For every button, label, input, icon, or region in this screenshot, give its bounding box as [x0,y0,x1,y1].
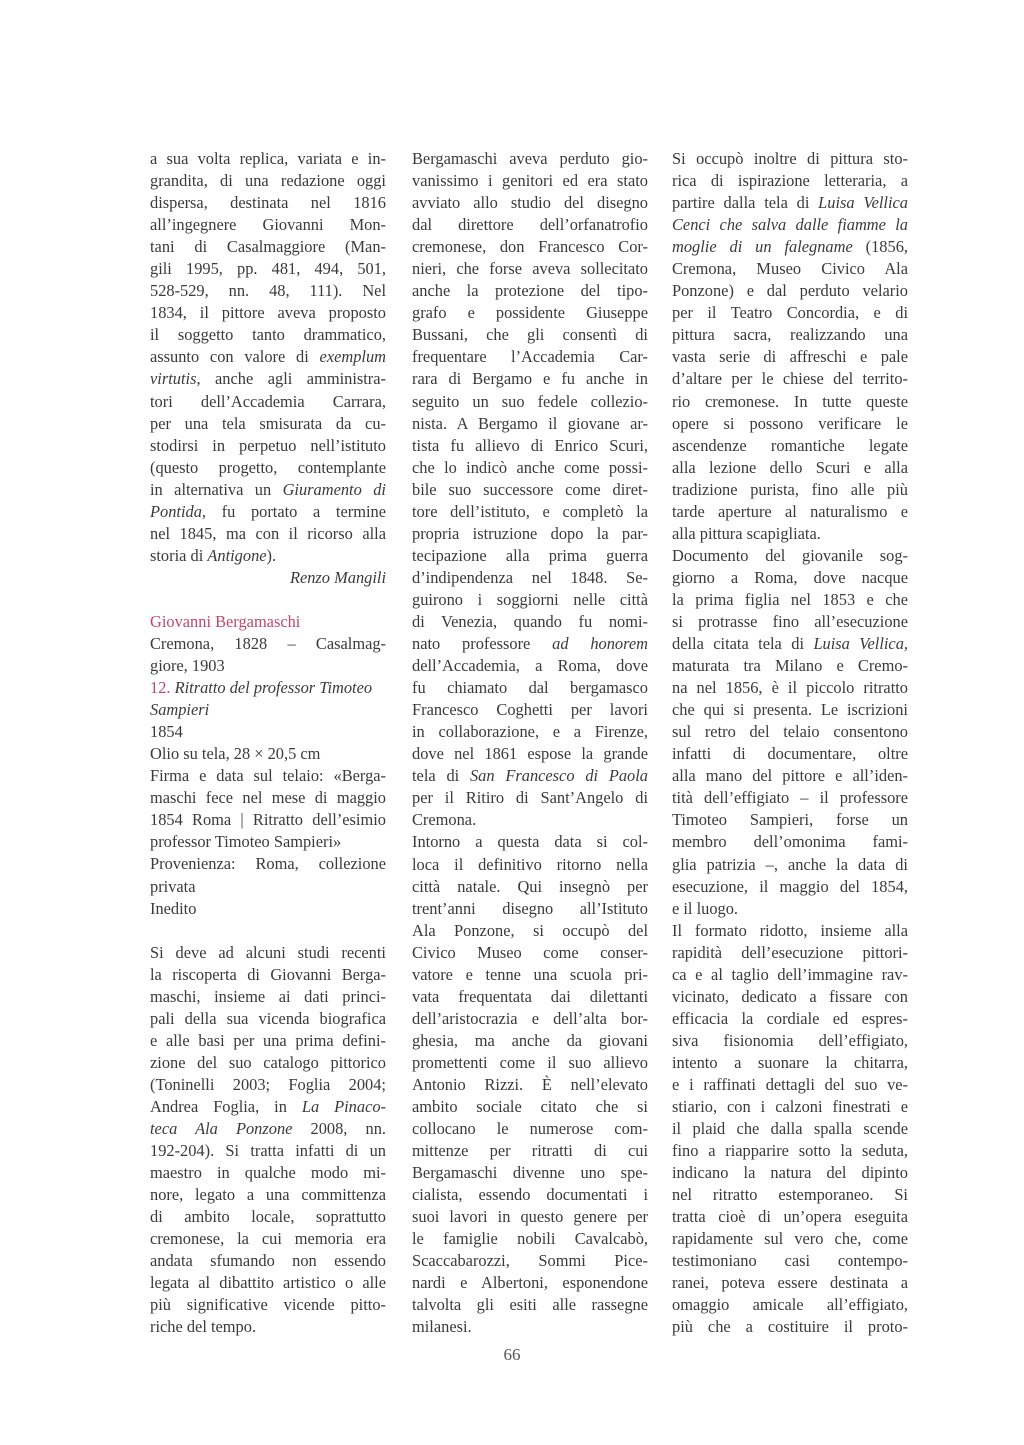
page-number: 66 [503,1345,521,1364]
artwork-title-line [150,677,386,699]
portrait-paragraph: Documento del giovanile sog- giorno a Roma, dove nacque la prima figlia nel 1853 e che si protrasse fino all’esecuzione della citata tela di Luisa Vellica, maturata tra Milano e Cremo- na nel 1856, è il piccolo ritratto che qui si presenta. Le iscrizioni sul retro del telaio consentono infatti di documentare, oltre alla mano del pittore e all’iden- tità dell’effigiato – il professore Timoteo Sampieri, forse un membro dell’omonima fami- glia patrizia –, anche la data di esecuzione, il maggio del 1854, e il luogo. [672,545,908,918]
publication-title: La Pinaco- [301,1096,386,1116]
essay-paragraph: Si deve ad alcuni studi recenti la riscoperta di Giovanni Berga- maschi, insieme ai dati princi- pali della sua vicenda biografica e alle basi per una prima defini- zione del suo catalogo pittorico (Toninelli 2003; Foglia 2004; Andrea Foglia, in La Pinaco- teca Ala Ponzone 2008, nn. 192-204). Si tratta infatti di un maestro in qualche modo mi- nore, legato a una committenza di ambito locale, soprattutto cremonese, la cui memoria era andata sfumando non essendo legata al dibattito artistico o alle più significative vicende pitto- riche del tempo. [150,942,386,1337]
artwork-year: 1854 [150,722,183,742]
artwork-title: Luisa Vellica, [813,634,908,654]
intro-paragraph: a sua volta replica, variata e in- grandita, di una redazione oggi dispersa, destinata nel 1816 all’ingegnere Giovanni Mon- tani di Casalmaggiore (Man- gili 1995, pp. 481, 494, 501, 528-529, nn. 48, 111). Nel 1834, il pittore aveva proposto il soggetto tanto drammatico, assunto con valore di exemplum virtutis, anche agli amministra- tori dell’Accademia Carrara, per una tela smisurata da cu- stodirsi in perpetuo nell’istituto (questo progetto, contemplante in alternativa un Giuramento di Pontida, fu portato a termine nel 1845, ma con il ricorso alla storia di Antigone). Renzo Mangili [150,148,386,589]
text-column-3 [672,148,908,1339]
publication-title: teca Ala Ponzone [150,1118,293,1138]
latin-term: virtutis [150,369,197,389]
inscription: 1854 Roma | Ritratto dell’esimio [150,810,386,830]
artist-dates: Cremona, 1828 – Casalmag- [150,633,386,653]
latin-term: exemplum [319,347,386,367]
works-paragraph: Si occupò inoltre di pittura sto- rica di ispirazione letteraria, a partire dalla tela di Luisa Vellica Cenci che salva dalle fiamme la moglie di un falegname (1856, Cremona, Museo Civico Ala Ponzone) e dal perduto velario per il Teatro Concordia, e di pittura sacra, realizzando una vasta serie di affreschi e pale d’altare per le chiese del territo- rio cremonese. In tutte queste opere si possono verificare le ascendenze romantiche legate alla lezione dello Scuri e alla tradizione purista, fino alle più tarde aperture al naturalismo e alla pittura scapigliata. [672,149,908,543]
catalog-number: 12. [150,678,171,698]
artwork-title: Pontida [150,501,202,521]
provenance-cont: privata [150,876,196,896]
provenance: Provenienza: Roma, collezione [150,854,386,874]
catalog-entry-header [150,611,386,920]
artwork-title: Cenci che salva dalle fiamme la [672,215,908,235]
artwork-title: moglie di un falegname [672,237,853,257]
text-column-1 [150,148,386,1338]
biography-paragraph: Bergamaschi aveva perduto gio- vanissimo i genitori ed era stato avviato allo studio del disegno dal direttore dell’orfanatrofio cremonese, don Francesco Cor- nieri, che forse aveva sollecitato anche la protezione del tipo- grafo e possidente Giuseppe Bussani, che gli consentì di frequentare l’Accademia Car- rara di Bergamo e fu anche in seguito un suo fedele collezio- nista. A Bergamo il giovane ar- tista fu allievo di Enrico Scuri, che lo indicò anche come possi- bile suo successore come diret- tore dell’istituto, e completò la propria istruzione dopo la par- tecipazione alla prima guerra d’indipendenza nel 1848. Se- guirono i soggiorni nelle città di Venezia, quando fu nomi- nato professore ad honorem dell’Accademia, a Roma, dove fu chiamato dal bergamasco Francesco Coghetti per lavori in collaborazione, e a Firenze, dove nel 1861 espose la grande tela di San Francesco di Paola per il Ritiro di Sant’Angelo di Cremona. [412,149,648,830]
artist-dates-cont: giore, 1903 [150,656,225,676]
inscription: maschi fece nel mese di maggio [150,788,386,808]
text-column-2 [412,148,648,1339]
latin-term: ad honorem [552,634,648,654]
artwork-title: Giuramento di [282,479,386,499]
inscription: Firma e data sul telaio: «Berga- [150,766,386,786]
bibliography: Inedito [150,898,197,918]
inscription: professor Timoteo Sampieri» [150,832,342,852]
artwork-title: San Francesco di Paola [469,766,648,786]
artist-name: Giovanni Bergamaschi [150,611,301,631]
artwork-title: Ritratto del professor Timoteo [174,678,373,698]
format-paragraph: Il formato ridotto, insieme alla rapidità dell’esecuzione pittori- ca e al taglio dell’immagine rav- vicinato, dedicato a fissare con efficacia la cordiale ed espres- siva fisionomia dell’effigiato, intento a suonare la chitarra, e i raffinati dettagli del suo ve- stiario, con i calzoni finestrati e il plaid che dalla spalla scende fino a riapparire sotto la seduta, indicano la natura del dipinto nel ritratto estemporaneo. Si tratta cioè di un’opera eseguita rapidamente sul vero che, come testimoniano casi contempo- ranei, poteva essere destinata a omaggio amicale all’effigiato, più che a costituire il proto- [672,920,908,1337]
return-paragraph: Intorno a questa data si col- loca il definitivo ritorno nella città natale. Qui insegnò per trent’anni disegno all’Istituto Ala Ponzone, si occupò del Civico Museo come conser- vatore e tenne una scuola pri- vata frequentata dai dilettanti dell’aristocrazia e dell’alta bor- ghesia, ma anche da giovani promettenti come il suo allievo Antonio Rizzi. È nell’elevato ambito sociale citato che si collocano le numerose com- mittenze per ritratti di cui Bergamaschi divenne uno spe- cialista, essendo documentati i suoi lavori in questo genere per le famiglie nobili Cavalcabò, Scaccabarozzi, Sommi Pice- nardi e Albertoni, esponendone talvolta gli esiti alle rassegne milanesi. [412,832,648,1337]
artwork-title-cont: Sampieri [150,700,210,720]
author-signature: Renzo Mangili [289,567,386,587]
artwork-title: Antigone [207,545,267,565]
artwork-title: Luisa Vellica [818,193,908,213]
artwork-medium: Olio su tela, 28 × 20,5 cm [150,744,321,764]
